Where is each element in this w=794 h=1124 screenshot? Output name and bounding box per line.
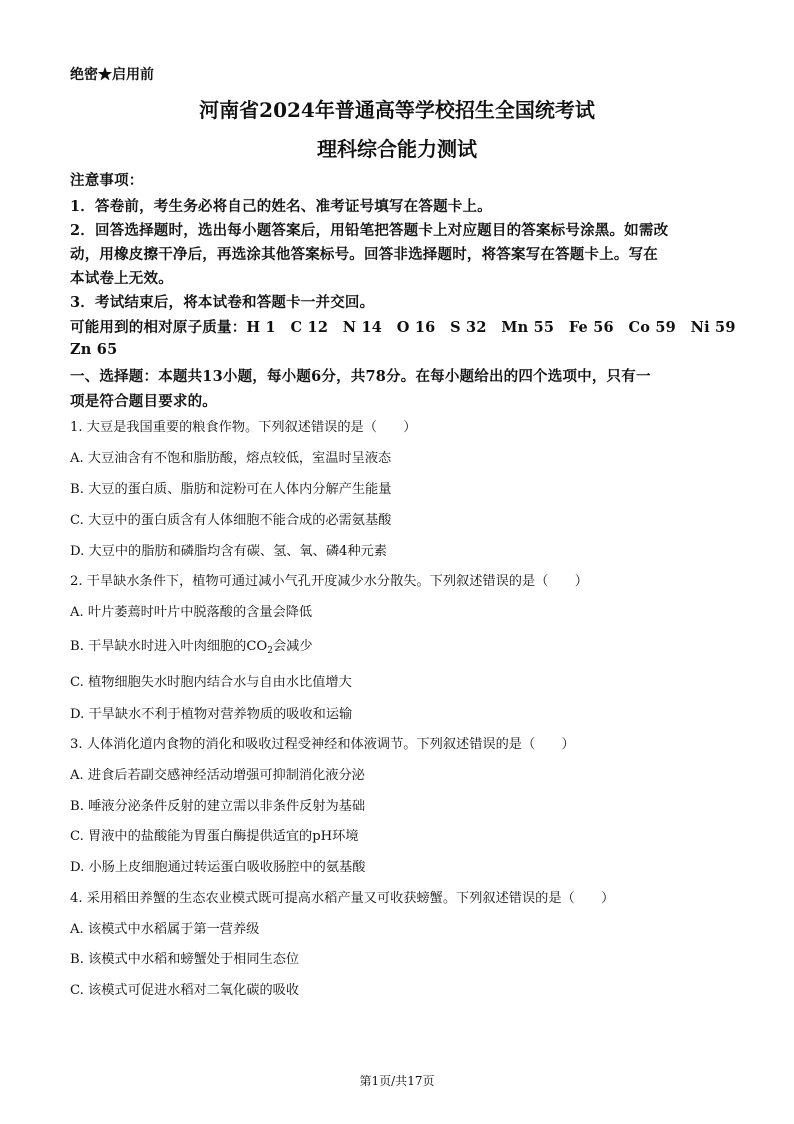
exam-subtitle: 理科综合能力测试: [317, 137, 477, 161]
atomic-mass-line-2: Zn 65: [70, 341, 118, 358]
question-3-option-c: C. 胃液中的盐酸能为胃蛋白酶提供适宜的pH环境: [70, 829, 359, 844]
note-item-1: 1．答卷前，考生务必将自己的姓名、准考证号填写在答题卡上。: [70, 198, 492, 215]
note-item-2-line-1: 2．回答选择题时，选出每小题答案后，用铅笔把答题卡上对应题目的答案标号涂黑。如需改: [70, 222, 669, 239]
note-item-2-line-2: 动，用橡皮擦干净后，再选涂其他答案标号。回答非选择题时，将答案写在答题卡上。写在: [70, 246, 658, 263]
question-1-option-c: C. 大豆中的蛋白质含有人体细胞不能合成的必需氨基酸: [70, 513, 392, 528]
section-instruction-line-1: 一、选择题：本题共13小题，每小题6分，共78分。在每小题给出的四个选项中，只有一: [70, 368, 651, 385]
question-2-option-b-text: B. 干旱缺水时进入叶肉细胞的CO: [70, 639, 268, 654]
question-1-stem: 1. 大豆是我国重要的粮食作物。下列叙述错误的是（ ）: [70, 420, 417, 435]
atomic-mass-line-1: 可能用到的相对原子质量：H 1 C 12 N 14 O 16 S 32 Mn 55 Fe 56 Co 59 Ni 59: [70, 319, 736, 336]
question-4-stem: 4. 采用稻田养蟹的生态农业模式既可提高水稻产量又可收获螃蟹。下列叙述错误的是（ ）: [70, 891, 615, 906]
question-3-option-b: B. 唾液分泌条件反射的建立需以非条件反射为基础: [70, 799, 366, 814]
question-3-option-d: D. 小肠上皮细胞通过转运蛋白吸收肠腔中的氨基酸: [70, 860, 366, 875]
page-number: 第1页/共17页: [359, 1074, 435, 1088]
question-4-option-c: C. 该模式可促进水稻对二氧化碳的吸收: [70, 983, 300, 998]
note-item-3: 3．考试结束后，将本试卷和答题卡一并交回。: [70, 294, 375, 311]
co2-subscript: 2: [267, 646, 273, 656]
question-2-option-c: C. 植物细胞失水时胞内结合水与自由水比值增大: [70, 675, 352, 690]
note-item-2-line-3: 本试卷上无效。: [70, 270, 173, 287]
confidential-label: 绝密★启用前: [70, 67, 154, 83]
question-2-option-b-suffix: 会减少: [272, 639, 313, 654]
section-instruction-line-2: 项是符合题目要求的。: [70, 393, 217, 410]
question-1-option-a: A. 大豆油含有不饱和脂肪酸，熔点较低，室温时呈液态: [70, 451, 392, 466]
exam-title: 河南省2024年普通高等学校招生全国统考试: [199, 98, 595, 122]
question-4-option-b: B. 该模式中水稻和螃蟹处于相同生态位: [70, 952, 300, 967]
question-2-option-a: A. 叶片萎蔫时叶片中脱落酸的含量会降低: [70, 605, 313, 620]
question-1-option-b: B. 大豆的蛋白质、脂肪和淀粉可在人体内分解产生能量: [70, 482, 392, 497]
notes-heading: 注意事项：: [70, 172, 144, 189]
question-2-option-d: D. 干旱缺水不利于植物对营养物质的吸收和运输: [70, 707, 353, 722]
question-2-option-b: [70, 635, 313, 656]
question-3-stem: 3. 人体消化道内食物的消化和吸收过程受神经和体液调节。下列叙述错误的是（ ）: [70, 737, 575, 752]
question-1-option-d: D. 大豆中的脂肪和磷脂均含有碳、氢、氧、磷4种元素: [70, 544, 387, 559]
question-2-stem: 2. 干旱缺水条件下，植物可通过减小气孔开度减少水分散失。下列叙述错误的是（ ）: [70, 574, 588, 589]
question-3-option-a: A. 进食后若副交感神经活动增强可抑制消化液分泌: [70, 768, 365, 783]
question-4-option-a: A. 该模式中水稻属于第一营养级: [70, 922, 260, 937]
